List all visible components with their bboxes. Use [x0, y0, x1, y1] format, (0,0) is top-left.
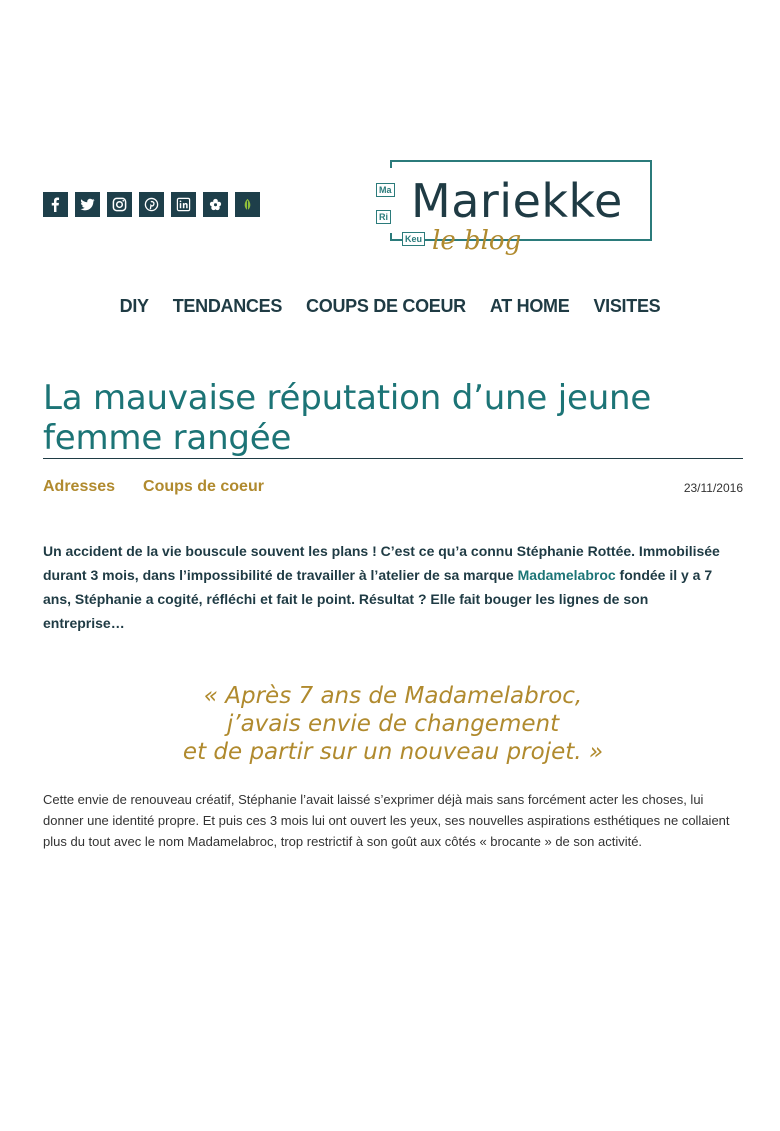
category-link[interactable]: Coups de coeur: [143, 478, 264, 495]
article-title: La mauvaise réputation d’une jeune femme rangée: [43, 378, 652, 458]
logo-title: Mariekke: [411, 174, 623, 228]
facebook-icon[interactable]: [43, 192, 68, 217]
main-nav: [0, 296, 780, 317]
madamelabroc-link[interactable]: Madamelabroc: [517, 567, 616, 583]
nav-item-tendances[interactable]: TENDANCES: [172, 296, 283, 316]
linkedin-icon[interactable]: [171, 192, 196, 217]
logo-chip: Keu: [402, 232, 425, 246]
instagram-icon[interactable]: [107, 192, 132, 217]
logo-tagline: le blog: [432, 226, 522, 256]
pull-quote: « Après 7 ans de Madamelabroc, j’avais envie de changement et de partir sur un nouveau projet. »: [182, 683, 604, 765]
article-date: 23/11/2016: [683, 481, 743, 495]
leaf-icon[interactable]: [235, 192, 260, 217]
article-paragraph: Cette envie de renouveau créatif, Stéphanie l’avait laissé s’exprimer déjà mais sans forcément acter les choses, lui donner une identité propre. Et puis ces 3 mois lui ont ouvert les yeux, ses nouvelles aspirations esthétiques ne collaient plus du tout avec le nom Madamelabroc, trop restrictif à son goût aux côtés « brocante » de son activité.: [43, 792, 730, 849]
nav-item-diy[interactable]: DIY: [119, 296, 149, 316]
nav-item-visites[interactable]: VISITES: [593, 296, 661, 316]
logo[interactable]: [376, 160, 656, 270]
logo-chip: Ma: [376, 183, 395, 197]
pinterest-icon[interactable]: [139, 192, 164, 217]
flower-icon[interactable]: [203, 192, 228, 217]
nav-item-at-home[interactable]: AT HOME: [489, 296, 570, 316]
article-categories: [43, 478, 292, 496]
category-link[interactable]: Adresses: [43, 478, 116, 495]
title-divider: [43, 458, 743, 459]
article-intro: Un accident de la vie bouscule souvent les plans ! C’est ce qu’a connu Stéphanie Rottée. Immobilisée durant 3 mois, dans l’impossibilité de travailler à l’atelier de sa marque Madamelabroc fondée il y a 7 ans, Stéphanie a cogité, réfléchi et fait le point. Résultat ? Elle fait bouger les lignes de son entreprise…: [43, 543, 720, 631]
twitter-icon[interactable]: [75, 192, 100, 217]
nav-item-coups-de-coeur[interactable]: COUPS DE COEUR: [306, 296, 466, 316]
social-links: [43, 192, 267, 217]
logo-chip: Ri: [376, 210, 391, 224]
